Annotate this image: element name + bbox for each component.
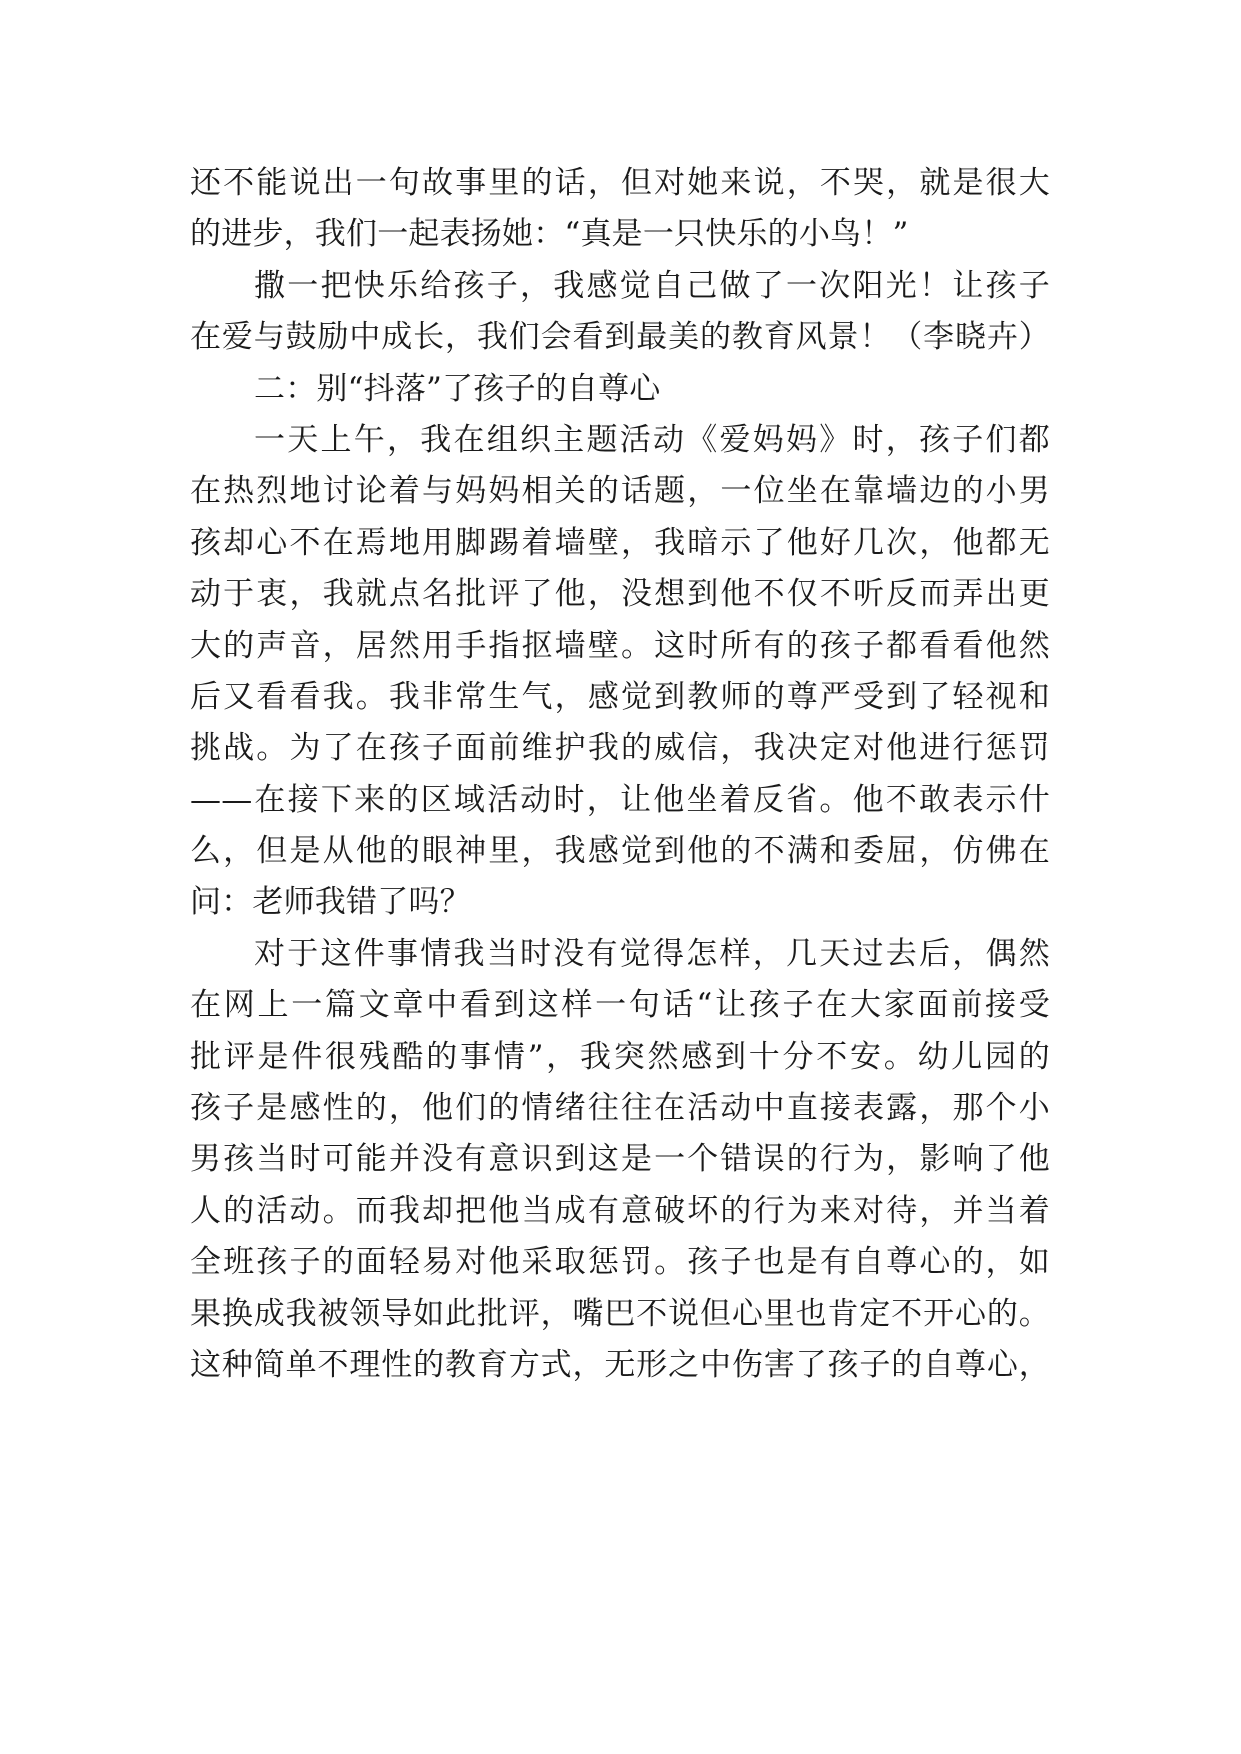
text-line: 挑战。为了在孩子面前维护我的威信，我决定对他进行惩罚 xyxy=(190,730,1050,767)
text-line: 果换成我被领导如此批评，嘴巴不说但心里也肯定不开心的。 xyxy=(190,1295,1050,1332)
text-line: 孩却心不在焉地用脚踢着墙壁，我暗示了他好几次，他都无 xyxy=(190,524,1050,561)
text-line: 这种简单不理性的教育方式，无形之中伤害了孩子的自尊心， xyxy=(190,1346,1050,1383)
text-line: ——在接下来的区域活动时，让他坐着反省。他不敢表示什 xyxy=(190,781,1050,818)
text-line: 孩子是感性的，他们的情绪往往在活动中直接表露，那个小 xyxy=(190,1090,1050,1127)
text-line: 撒一把快乐给孩子，我感觉自己做了一次阳光！让孩子 xyxy=(254,267,1050,304)
text-line: 在网上一篇文章中看到这样一句话“让孩子在大家面前接受 xyxy=(190,987,1050,1024)
text-line: 男孩当时可能并没有意识到这是一个错误的行为，影响了他 xyxy=(190,1141,1050,1178)
text-line: 问：老师我错了吗？ xyxy=(190,884,471,921)
text-line: 人的活动。而我却把他当成有意破坏的行为来对待，并当着 xyxy=(190,1192,1050,1229)
text-line: 批评是件很残酷的事情”，我突然感到十分不安。幼儿园的 xyxy=(190,1038,1050,1075)
text-line: 还不能说出一句故事里的话，但对她来说，不哭，就是很大 xyxy=(190,165,1050,201)
text-line: 一天上午，我在组织主题活动《爱妈妈》时，孩子们都 xyxy=(254,421,1050,458)
text-line: 在热烈地讨论着与妈妈相关的话题，一位坐在靠墙边的小男 xyxy=(190,473,1050,510)
text-line: 对于这件事情我当时没有觉得怎样，几天过去后，偶然 xyxy=(254,935,1050,972)
text-line: 么，但是从他的眼神里，我感觉到他的不满和委屈，仿佛在 xyxy=(190,833,1050,870)
text-line: 二：别“抖落”了孩子的自尊心 xyxy=(254,370,661,407)
text-line: 动于衷，我就点名批评了他，没想到他不仅不听反而弄出更 xyxy=(190,576,1050,613)
text-line: 全班孩子的面轻易对他采取惩罚。孩子也是有自尊心的，如 xyxy=(190,1244,1050,1281)
document-body-text xyxy=(190,158,1050,1391)
text-line: 的进步，我们一起表扬她：“真是一只快乐的小鸟！” xyxy=(190,216,909,253)
text-line: 在爱与鼓励中成长，我们会看到最美的教育风景！（李晓卉） xyxy=(190,319,1050,356)
text-line: 后又看看我。我非常生气，感觉到教师的尊严受到了轻视和 xyxy=(190,678,1050,715)
text-line: 大的声音，居然用手指抠墙壁。这时所有的孩子都看看他然 xyxy=(190,627,1050,664)
